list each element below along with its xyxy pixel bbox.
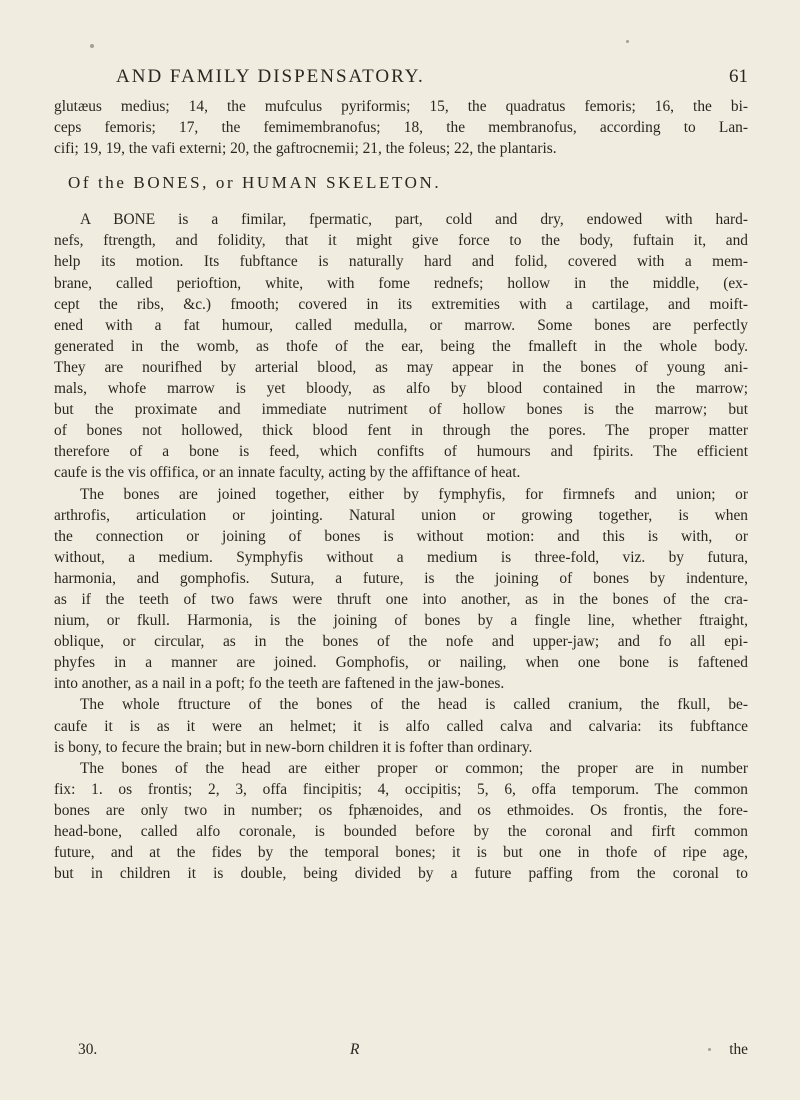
text-line: brane, called perioftion, white, with fome rednefs; hollow in the middle, (ex- — [54, 274, 748, 292]
text-line: ened with a fat humour, called medulla, or marrow. Some bones are perfectly — [54, 316, 748, 334]
text-line: phyfes in a manner are joined. Gomphofis, or nailing, when one bone is faftened — [54, 654, 748, 672]
text-line: arthrofis, articulation or jointing. Natural union or growing together, is when — [54, 506, 748, 524]
text-line: The whole ftructure of the bones of the head is called cranium, the fkull, be- — [80, 696, 748, 714]
text-line: of bones not hollowed, thick blood fent in through the pores. The proper matter — [54, 422, 748, 440]
text-line: They are nourifhed by arterial blood, as may appear in the bones of young ani- — [54, 358, 748, 376]
text-line: as if the teeth of two faws were thruft one into another, as in the bones of the cra- — [54, 590, 748, 608]
text-line: mals, whofe marrow is yet bloody, as alfo by blood contained in the marrow; — [54, 380, 748, 398]
text-line: ceps femoris; 17, the femimembranofus; 18, the membranofus, according to Lan- — [54, 119, 748, 137]
text-line: caufe it is as it were an helmet; it is alfo called calva and calvaria: its fubftance — [54, 717, 748, 735]
text-line: generated in the womb, as thofe of the ear, being the fmalleft in the whole body. — [54, 337, 748, 355]
paper-speck — [708, 1048, 711, 1051]
catch-number: 30. — [78, 1041, 98, 1058]
text-line: help its motion. Its fubftance is naturally hard and folid, covered with a mem- — [54, 253, 748, 271]
running-head: AND FAMILY DISPENSATORY. — [116, 66, 425, 87]
text-line: head-bone, called alfo coronale, is bounded before by the coronal and firft common — [54, 823, 748, 840]
text-line: A BONE is a fimilar, fpermatic, part, cold and dry, endowed with hard- — [80, 211, 748, 229]
text-line: The bones of the head are either proper or common; the proper are in number — [80, 759, 748, 777]
page-header — [116, 66, 748, 90]
page-footer — [78, 1041, 748, 1063]
paragraph-bone-definition — [54, 209, 748, 483]
text-line: is bony, to fecure the brain; but in new-born children it is fofter than ordinary. — [54, 738, 533, 756]
signature-mark: R — [350, 1041, 360, 1058]
text-line: bones are only two in number; os fphænoides, and os ethmoides. Os frontis, the fore- — [54, 801, 748, 819]
text-line: into another, as a nail in a poft; fo the teeth are faftened in the jaw-bones. — [54, 675, 505, 693]
catchword: the — [729, 1041, 748, 1058]
body-text — [54, 96, 748, 884]
text-line: cifi; 19, 19, the vafi externi; 20, the gaftrocnemii; 21, the foleus; 22, the plantaris. — [54, 140, 557, 158]
paragraph-head-bones — [54, 758, 748, 885]
text-line: fix: 1. os frontis; 2, 3, offa fincipitis; 4, occipitis; 5, 6, offa temporum. The common — [54, 780, 748, 798]
text-line: nium, or fkull. Harmonia, is the joining of bones by a fingle line, whether ftraight, — [54, 612, 748, 630]
text-line: oblique, or circular, as in the bones of the nofe and upper-jaw; and fo all epi- — [54, 633, 748, 651]
text-line: the connection or joining of bones is without motion: and this is with, or — [54, 527, 748, 545]
section-heading: Of the BONES, or HUMAN SKELETON. — [68, 173, 442, 193]
text-line: therefore of a bone is feed, which confifts of humours and fpirits. The efficient — [54, 443, 748, 461]
text-line: cept the ribs, &c.) fmooth; covered in its extremities with a cartilage, and moift- — [54, 295, 748, 313]
text-line: harmonia, and gomphofis. Sutura, a future, is the joining of bones by indenture, — [54, 569, 748, 587]
paragraph-bone-joints — [54, 484, 748, 695]
paper-speck — [90, 44, 94, 48]
text-line: future, and at the fides by the temporal bones; it is but one in thofe of ripe age, — [54, 844, 748, 862]
text-line: The bones are joined together, either by fymphyfis, for firmnefs and union; or — [80, 485, 748, 503]
paper-speck — [626, 40, 629, 43]
text-line: caufe is the vis offifica, or an innate faculty, acting by the affiftance of heat. — [54, 464, 521, 482]
intro-lines — [54, 96, 748, 159]
text-line: but in children it is double, being divided by a future paffing from the coronal to — [54, 865, 748, 883]
text-line: but the proximate and immediate nutriment of hollow bones is the marrow; but — [54, 401, 748, 419]
text-line: glutæus medius; 14, the mufculus pyriformis; 15, the quadratus femoris; 16, the bi- — [54, 98, 748, 115]
text-line: nefs, ftrength, and folidity, that it might give force to the body, fuftain it, and — [54, 232, 748, 250]
page-number: 61 — [729, 66, 748, 87]
text-line: without, a medium. Symphyfis without a medium is three-fold, viz. by futura, — [54, 548, 748, 566]
paragraph-cranium — [54, 694, 748, 757]
